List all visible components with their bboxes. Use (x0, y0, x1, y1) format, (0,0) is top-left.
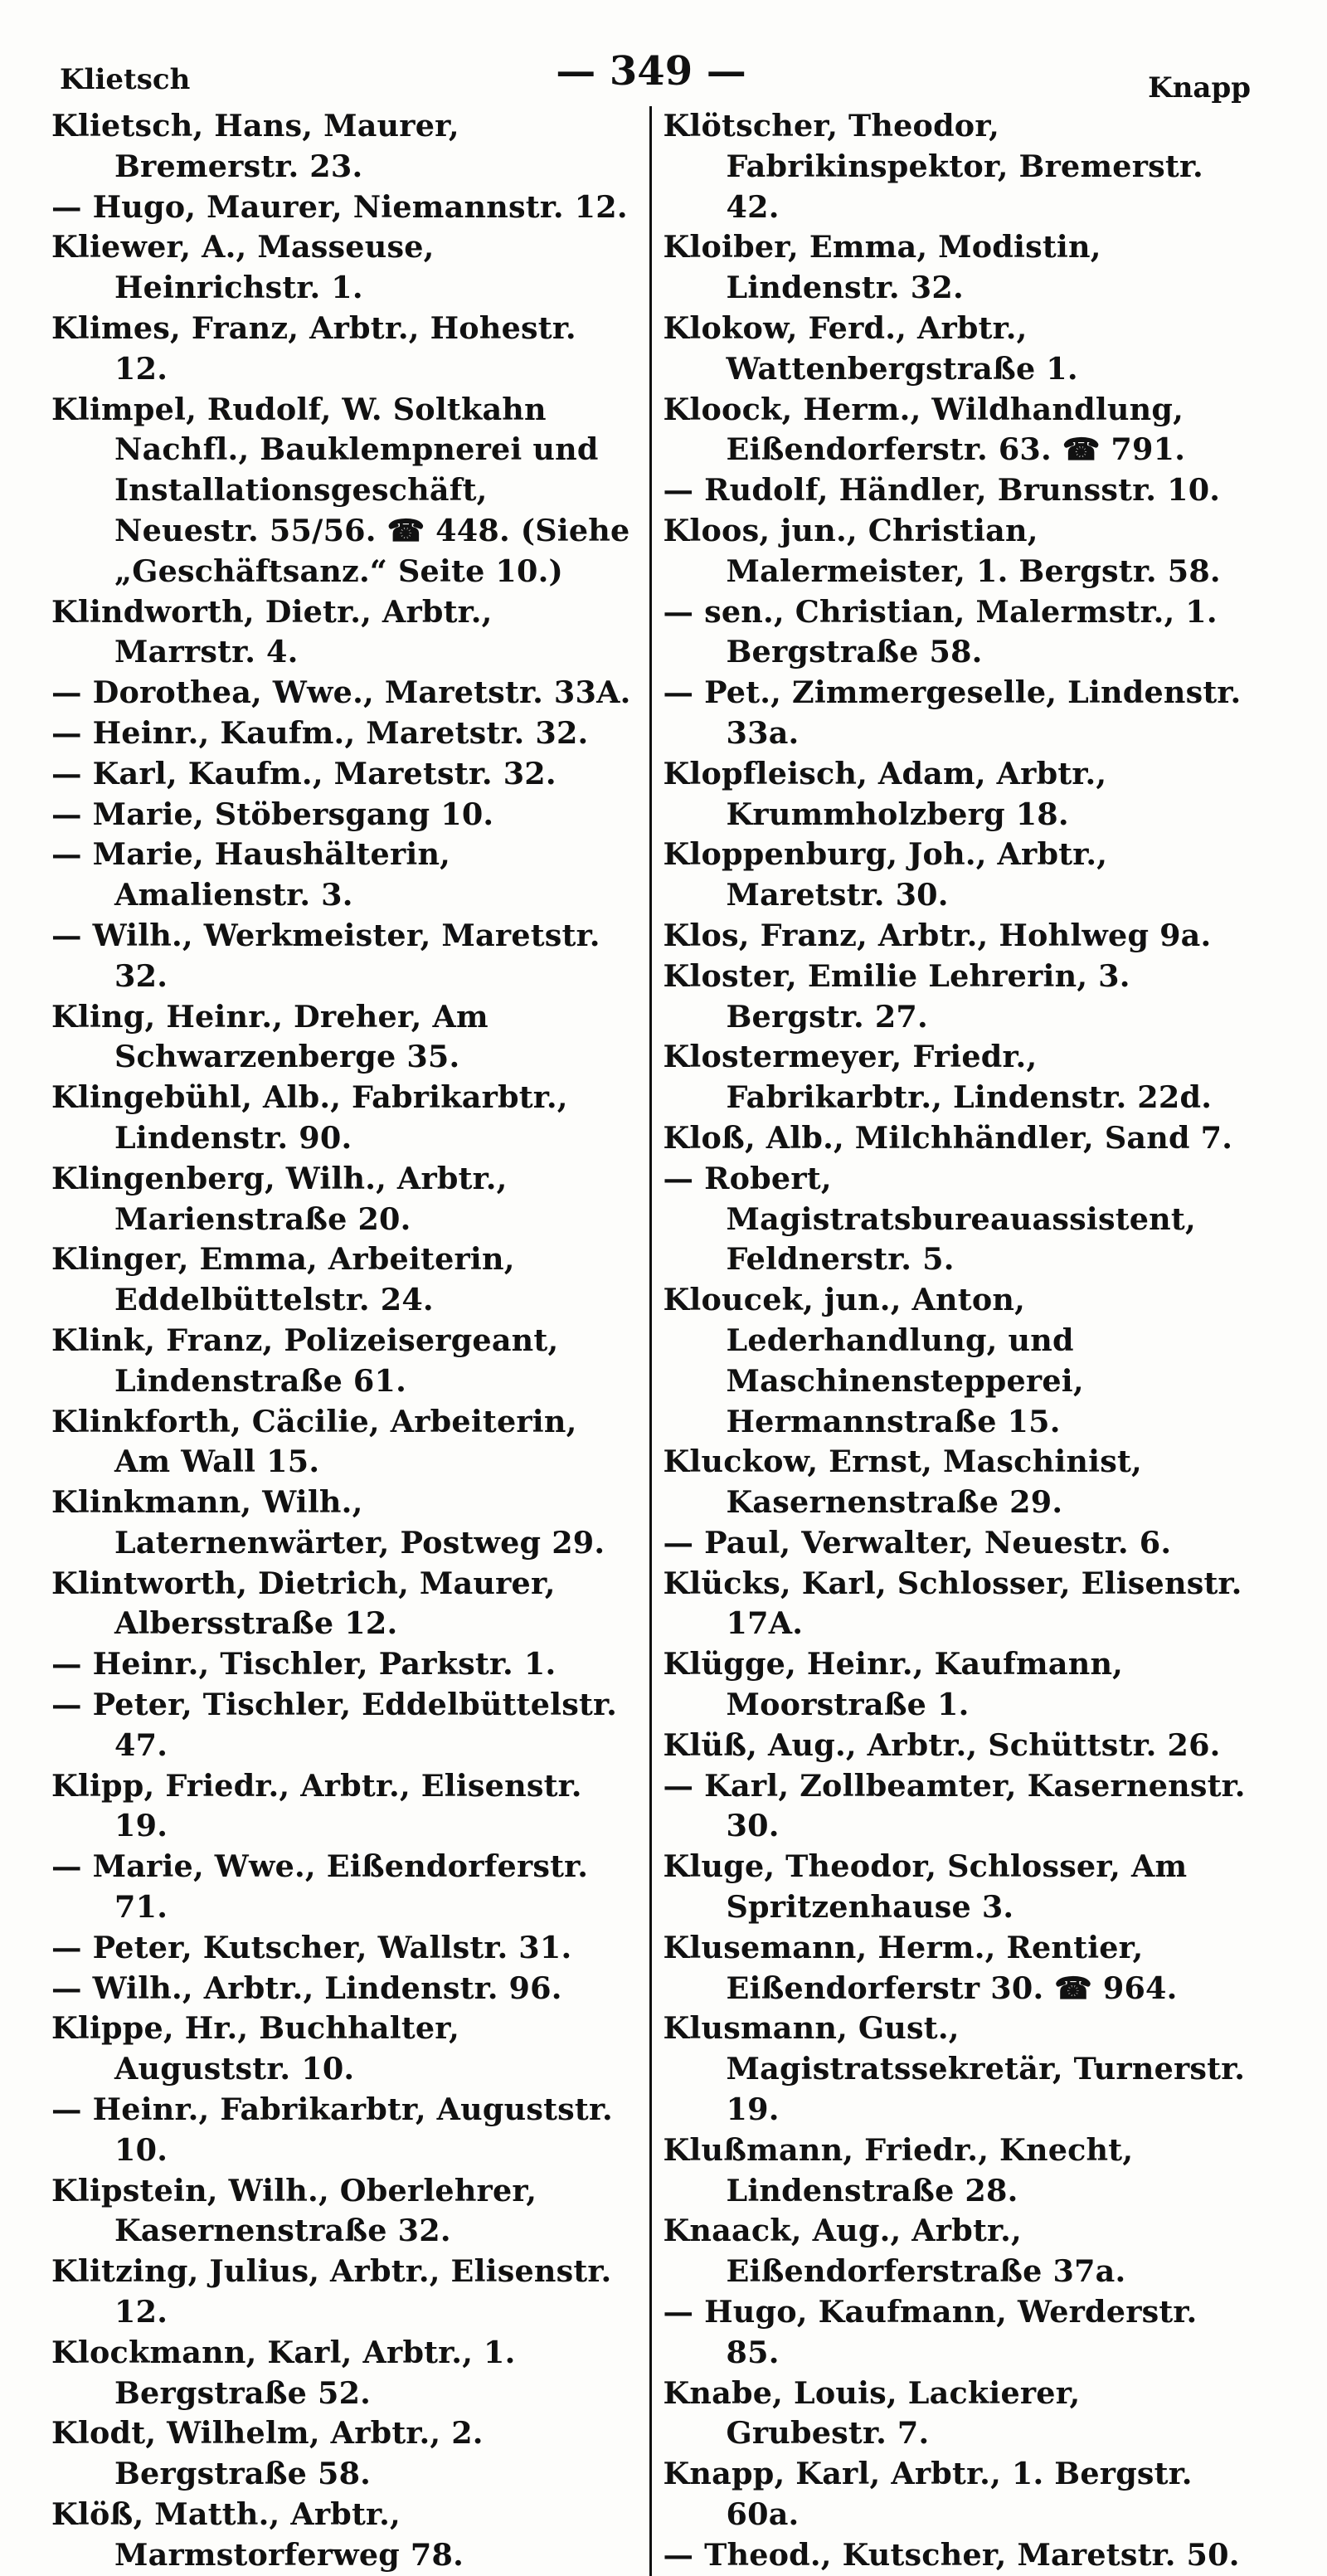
directory-entry: Klink, Franz, Polizeisergeant, Lindenstraße 61. (51, 1322, 559, 1399)
header-first-name: Klietsch (60, 63, 191, 96)
directory-entry: Klinger, Emma, Arbeiterin, Eddelbüttelstr. 24. (51, 1241, 515, 1318)
directory-entry: Klötscher, Theodor, Fabrikinspektor, Bremerstr. 42. (663, 108, 1203, 225)
directory-entry: Klindworth, Dietr., Arbtr., Marrstr. 4. (51, 593, 493, 670)
directory-entry: Klingenberg, Wilh., Arbtr., Marienstraße 20. (51, 1160, 508, 1237)
directory-entry: — Peter, Tischler, Eddelbüttelstr. 47. (51, 1687, 617, 1763)
directory-entry: — Rudolf, Händler, Brunsstr. 10. (663, 472, 1221, 509)
directory-entry: Klücks, Karl, Schlosser, Elisenstr. 17A. (663, 1565, 1242, 1642)
directory-entry: Klingebühl, Alb., Fabrikarbtr., Lindenstr. 90. (51, 1079, 568, 1156)
directory-entry: — Peter, Kutscher, Wallstr. 31. (51, 1929, 572, 1965)
directory-entry: Klitzing, Julius, Arbtr., Elisenstr. 12. (51, 2253, 612, 2330)
left-column (51, 106, 649, 2576)
directory-entry: Kloucek, jun., Anton, Lederhandlung, und Maschinensteppereі, Hermannstraße 15. (663, 1282, 1084, 1439)
directory-entry: Klüß, Aug., Arbtr., Schüttstr. 26. (663, 1726, 1221, 1763)
columns (51, 106, 1251, 2576)
directory-entry: Knaack, Aug., Arbtr., Eißendorferstraße 37a. (663, 2213, 1126, 2290)
directory-entry: Klusmann, Gust., Magistratssekretär, Turnerstr. 19. (663, 2010, 1246, 2128)
right-column (652, 106, 1252, 2576)
directory-entry: Kluckow, Ernst, Maschinist, Kasernenstraße 29. (663, 1444, 1142, 1521)
directory-entry: Klipstein, Wilh., Oberlehrer, Kasernenstraße 32. (51, 2172, 537, 2249)
directory-entry: Klöß, Matth., Arbtr., Marmstorferweg 78. (51, 2496, 464, 2573)
directory-entry: Klopfleisch, Adam, Arbtr., Krummholzberg 18. (663, 755, 1107, 832)
directory-entry: Klimpel, Rudolf, W. Soltkahn Nachfl., Bauklempnerei und Installationsgeschäft, Neuestr. 55/56. ☎ 448. (Siehe „Geschäftsanz.“ Seite 10.) (51, 391, 630, 589)
directory-entry: — Hugo, Kaufmann, Werderstr. 85. (663, 2294, 1198, 2370)
directory-entry: — Wilh., Arbtr., Lindenstr. 96. (51, 1970, 562, 2006)
directory-entry: — Karl, Kaufm., Maretstr. 32. (51, 755, 557, 791)
directory-entry: — Karl, Zollbeamter, Kasernenstr. 30. (663, 1767, 1246, 1844)
directory-entry: Klostermeyer, Friedr., Fabrikarbtr., Lindenstr. 22d. (663, 1039, 1213, 1116)
directory-entry: Klügge, Heinr., Kaufmann, Moorstraße 1. (663, 1646, 1124, 1723)
directory-entry: Klinkforth, Cäcilie, Arbeiterin, Am Wall 15. (51, 1403, 577, 1480)
directory-entry: — Paul, Verwalter, Neuestr. 6. (663, 1524, 1172, 1561)
directory-entry: Kling, Heinr., Dreher, Am Schwarzenberge 35. (51, 998, 489, 1075)
directory-entry: Klintworth, Dietrich, Maurer, Albersstraße 12. (51, 1565, 556, 1642)
directory-entry: — Marie, Stöbersgang 10. (51, 796, 494, 832)
directory-entry: Kloster, Emilie Lehrerin, 3. Bergstr. 27. (663, 957, 1130, 1035)
directory-entry: Klusemann, Herm., Rentier, Eißendorferstr 30. ☎ 964. (663, 1929, 1178, 2006)
directory-entry: Klipp, Friedr., Arbtr., Elisenstr. 19. (51, 1767, 582, 1844)
directory-entry: Klietsch, Hans, Maurer, Bremerstr. 23. (51, 108, 459, 184)
directory-entry: Kliewer, A., Masseuse, Heinrichstr. 1. (51, 229, 435, 306)
page-number: — 349 — (556, 48, 746, 95)
directory-entry: Knapp, Karl, Arbtr., 1. Bergstr. 60a. (663, 2456, 1193, 2533)
directory-entry: — Marie, Haushälterin, Amalienstr. 3. (51, 836, 451, 913)
directory-entry: Klinkmann, Wilh., Laternenwärter, Postweg 29. (51, 1484, 605, 1561)
directory-entry: Kloock, Herm., Wildhandlung, Eißendorferstr. 63. ☎ 791. (663, 391, 1186, 468)
directory-entry: — sen., Christian, Malermstr., 1. Bergstraße 58. (663, 593, 1218, 670)
directory-entry: Kloos, jun., Christian, Malermeister, 1. Bergstr. 58. (663, 512, 1221, 589)
directory-entry: — Theod., Kutscher, Maretstr. 50. (663, 2536, 1240, 2573)
directory-entry: — Dorothea, Wwe., Maretstr. 33A. (51, 674, 631, 711)
directory-entry: Kloiber, Emma, Modistin, Lindenstr. 32. (663, 229, 1101, 306)
directory-entry: — Heinr., Fabrikarbtr, Auguststr. 10. (51, 2091, 613, 2168)
directory-entry: Knabe, Louis, Lackierer, Grubestr. 7. (663, 2374, 1081, 2452)
directory-entry: Klimes, Franz, Arbtr., Hohestr. 12. (51, 309, 576, 387)
directory-entry: Klokow, Ferd., Arbtr., Wattenbergstraße 1. (663, 309, 1078, 387)
directory-entry: — Marie, Wwe., Eißendorferstr. 71. (51, 1848, 589, 1926)
directory-entry: Kluge, Theodor, Schlosser, Am Spritzenhause 3. (663, 1848, 1188, 1926)
header-last-name: Knapp (1148, 71, 1251, 105)
page-header (51, 48, 1251, 106)
directory-entry: Klodt, Wilhelm, Arbtr., 2. Bergstraße 58. (51, 2415, 484, 2492)
directory-entry: — Robert, Magistratsbureauassistent, Feldnerstr. 5. (663, 1160, 1196, 1278)
directory-entry: — Pet., Zimmergeselle, Lindenstr. 33a. (663, 674, 1242, 751)
directory-entry: Klippe, Hr., Buchhalter, Auguststr. 10. (51, 2010, 459, 2087)
directory-entry: Kloppenburg, Joh., Arbtr., Maretstr. 30. (663, 836, 1108, 913)
directory-entry: Klos, Franz, Arbtr., Hohlweg 9a. (663, 917, 1212, 953)
directory-entry: Klußmann, Friedr., Knecht, Lindenstraße 28. (663, 2131, 1134, 2208)
directory-entry: — Heinr., Tischler, Parkstr. 1. (51, 1646, 557, 1682)
directory-entry: Kloß, Alb., Milchhändler, Sand 7. (663, 1119, 1233, 1156)
directory-entry: — Wilh., Werkmeister, Maretstr. 32. (51, 917, 600, 994)
directory-entry: — Heinr., Kaufm., Maretstr. 32. (51, 714, 589, 751)
directory-entry: — Hugo, Maurer, Niemannstr. 12. (51, 188, 628, 225)
directory-entry: Klockmann, Karl, Arbtr., 1. Bergstraße 52. (51, 2334, 516, 2411)
